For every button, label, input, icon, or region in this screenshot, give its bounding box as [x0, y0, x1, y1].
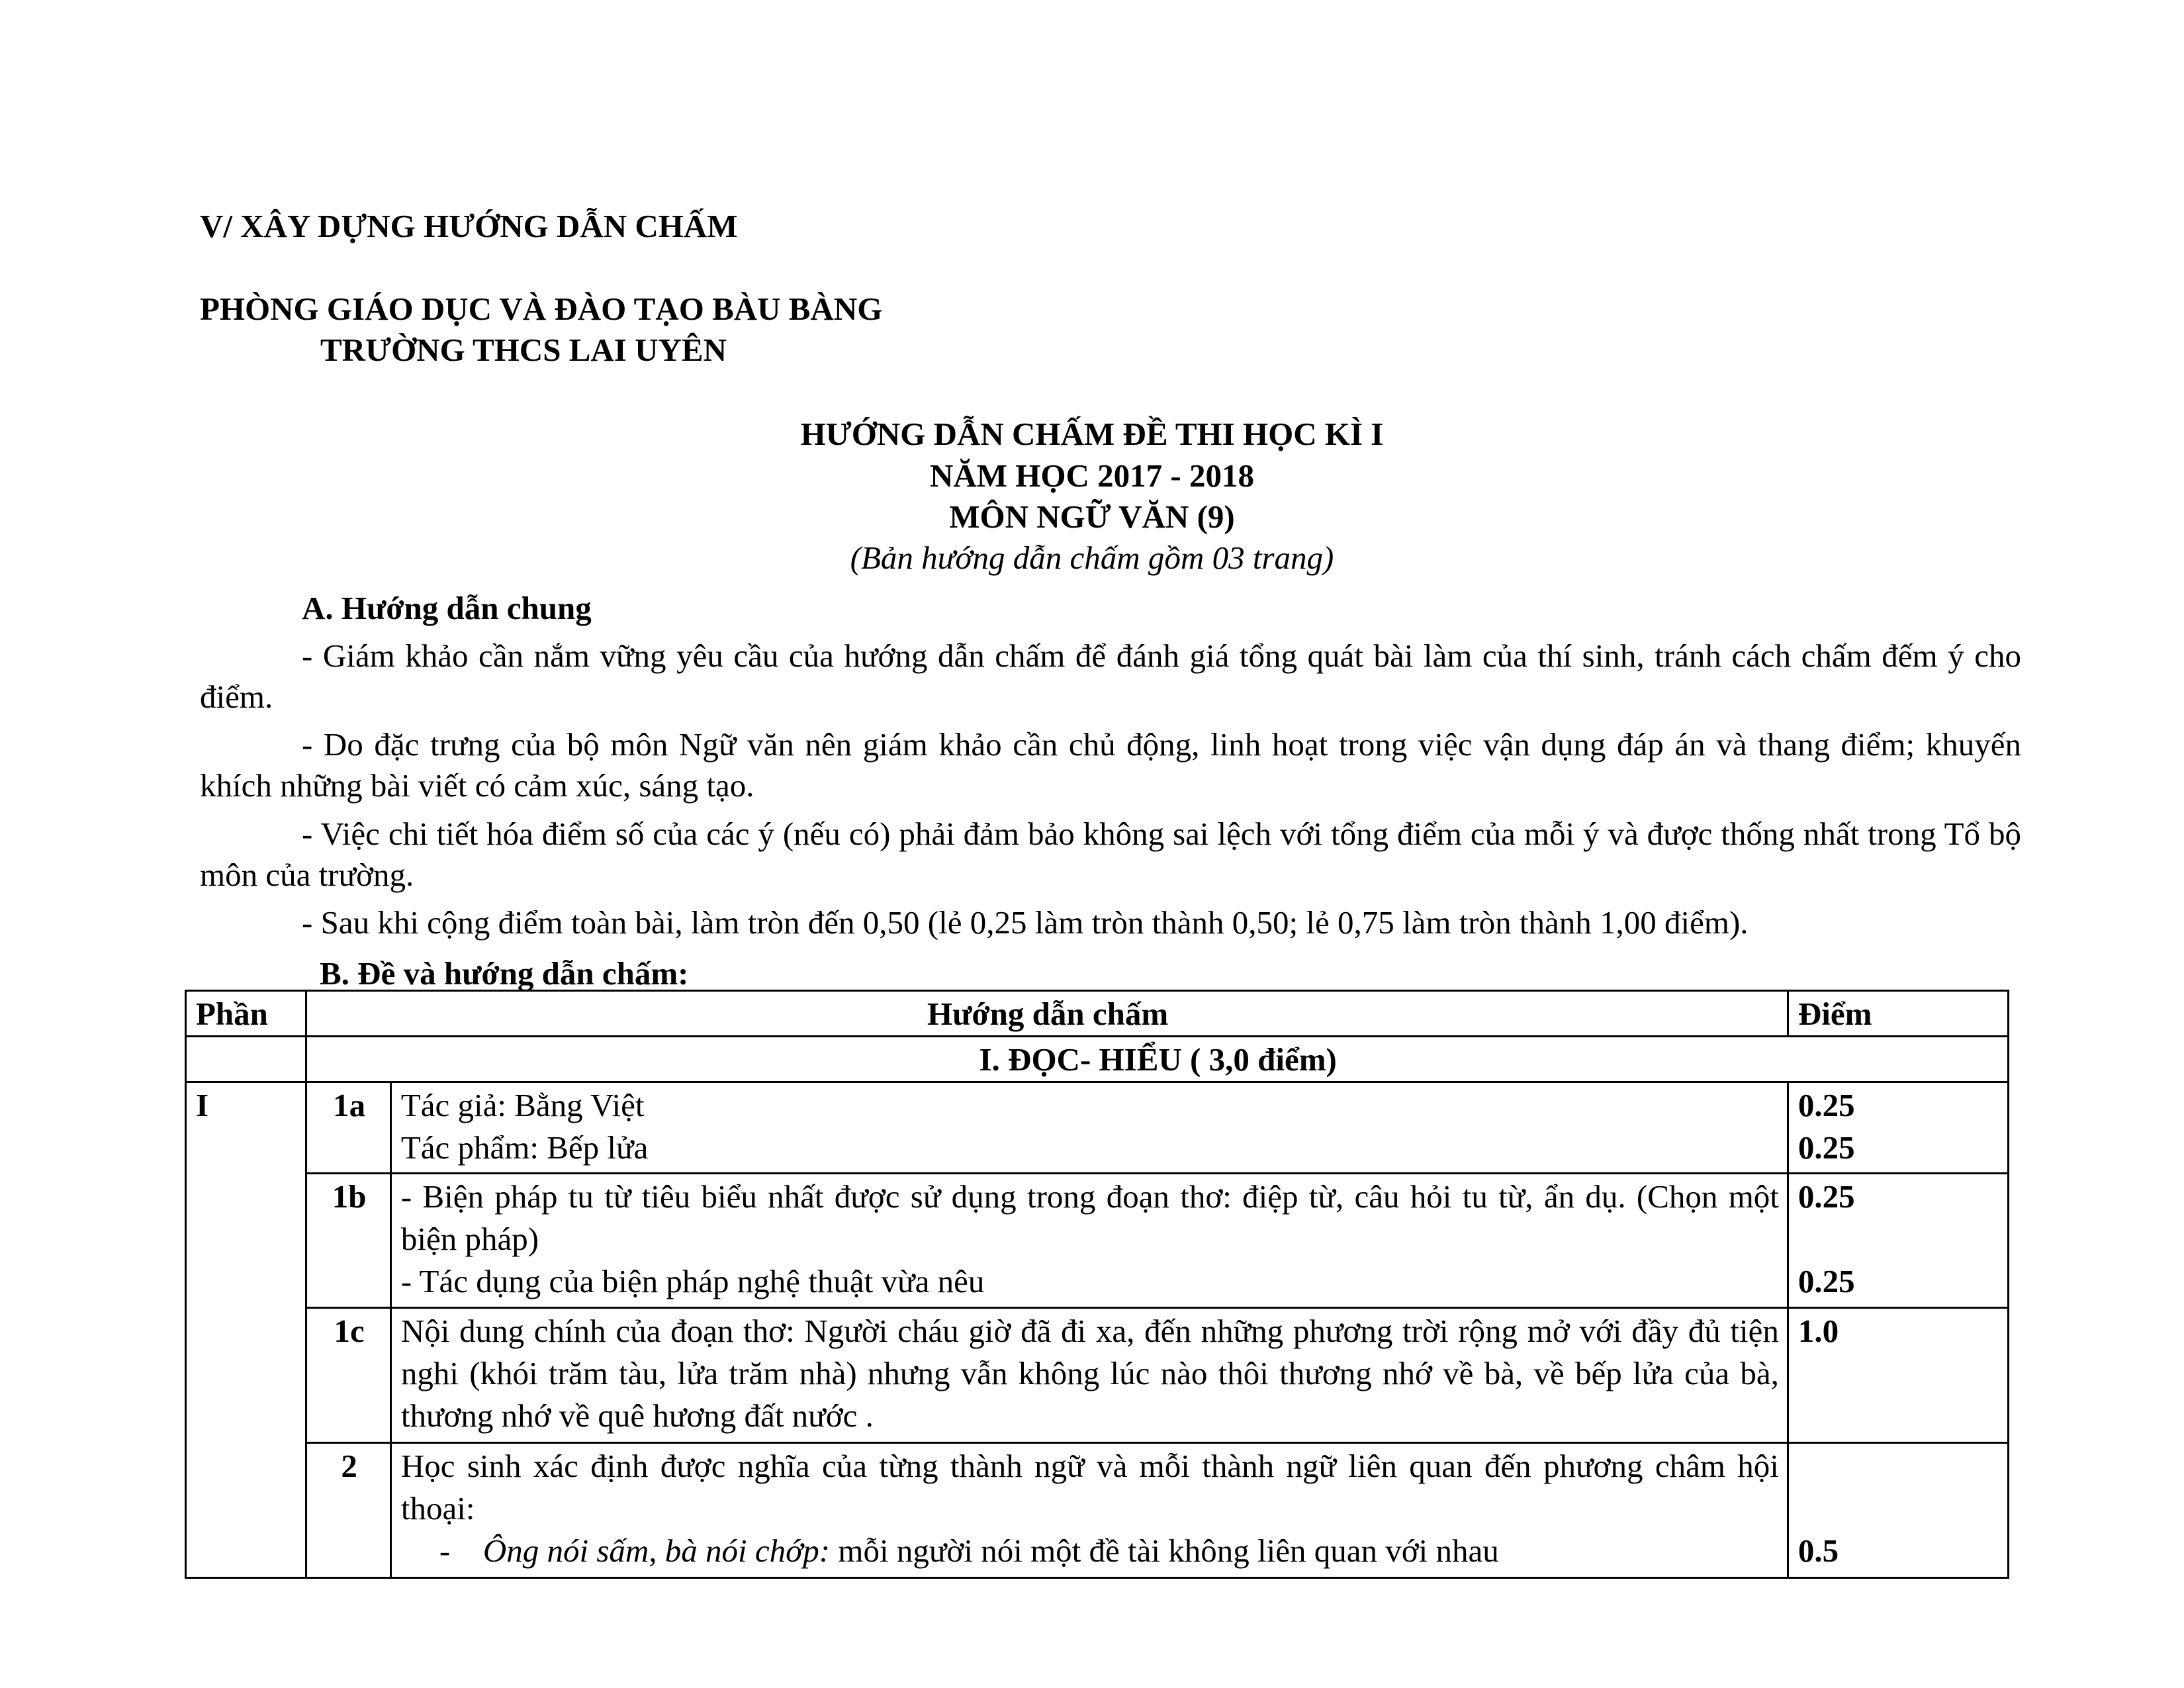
general-item-2: - Do đặc trưng của bộ môn Ngữ văn nên giám khảo cần chủ động, linh hoạt trong việc vận dụng đáp án và thang điểm; khuyến khích những bài viết có cảm xúc, sáng tạo. [200, 726, 2021, 804]
section-heading: V/ XÂY DỰNG HƯỚNG DẪN CHẤM [200, 208, 738, 244]
score-value: 0.25 [1797, 1178, 1855, 1215]
part-label: I [186, 1082, 306, 1578]
general-item-1: - Giám khảo cần nắm vững yêu cầu của hướng dẫn chấm để đánh giá tổng quát bài làm của thí sinh, tránh cách chấm đếm ý cho điểm. [200, 637, 2021, 715]
guide-cell: Nội dung chính của đoạn thơ: Người cháu giờ đã đi xa, đến những phương trời rộng mở với đầy đủ tiện nghi (khói trăm tàu, lửa trăm nhà) nhưng vẫn không lúc nào thôi thương nhớ về bà, về bếp lửa của bà, thương nhớ về quê hương đất nước . [390, 1308, 1788, 1443]
general-guide-heading: A. Hướng dẫn chung [302, 590, 592, 626]
title-line-1: HƯỚNG DẪN CHẤM ĐỀ THI HỌC KÌ I [800, 416, 1384, 452]
section-title-row [186, 1037, 2009, 1082]
guide-line: Học sinh xác định được nghĩa của từng thành ngữ và mỗi thành ngữ liên quan đến phương châm hội thoại: [400, 1448, 1779, 1527]
guide-line: - Tác dụng của biện pháp nghệ thuật vừa nêu [400, 1262, 985, 1299]
question-number: 1c [306, 1308, 391, 1443]
guide-line: Tác phẩm: Bếp lửa [400, 1129, 649, 1166]
score-cell: 0.5 [1788, 1443, 2008, 1578]
section-title-spacer [186, 1037, 306, 1082]
score-cell [1788, 1173, 2008, 1308]
header-score: Điểm [1788, 991, 2008, 1037]
idiom-text [439, 1530, 1779, 1572]
department-name: PHÒNG GIÁO DỤC VÀ ĐÀO TẠO BÀU BÀNG [200, 291, 883, 327]
header-part: Phần [186, 991, 306, 1037]
guide-line: Tác giả: Bằng Việt [400, 1087, 645, 1123]
dash-bullet: - [439, 1532, 451, 1570]
general-item-3: - Việc chi tiết hóa điểm số của các ý (nếu có) phải đảm bảo không sai lệch với tổng điểm của mỗi ý và được thống nhất trong Tổ bộ môn của trường. [200, 815, 2021, 893]
question-number: 1b [306, 1173, 391, 1308]
title-note: (Bản hướng dẫn chấm gồm 03 trang) [850, 539, 1334, 576]
table-row [186, 1082, 2009, 1174]
part-b-heading: B. Đề và hướng dẫn chấm: [320, 955, 689, 992]
table-row [186, 1443, 2009, 1578]
school-name: TRƯỜNG THCS LAI UYÊN [320, 332, 727, 368]
score-spacer [1798, 1218, 1999, 1260]
score-value: 0.25 [1797, 1262, 1855, 1299]
guide-cell [390, 1173, 1788, 1308]
header-guide: Hướng dẫn chấm [306, 991, 1788, 1037]
table-header-row [186, 991, 2009, 1037]
title-line-2: NĂM HỌC 2017 - 2018 [930, 457, 1254, 494]
score-cell: 1.0 [1788, 1308, 2008, 1443]
grading-table [185, 990, 2009, 1579]
guide-cell [390, 1082, 1788, 1174]
general-guide-body [200, 635, 2021, 943]
score-cell [1788, 1082, 2008, 1174]
score-value: 0.25 [1797, 1087, 1855, 1123]
score-value: 0.25 [1797, 1129, 1855, 1166]
idiom: Ông nói sấm, bà nói chớp: [482, 1532, 831, 1570]
general-item-4: - Sau khi cộng điểm toàn bài, làm tròn đến 0,50 (lẻ 0,25 làm tròn thành 0,50; lẻ 0,75 làm tròn thành 1,00 điểm). [302, 904, 1749, 941]
guide-cell [390, 1443, 1788, 1578]
idiom-item [401, 1530, 1779, 1572]
section-title: I. ĐỌC- HIỂU ( 3,0 điểm) [306, 1037, 2009, 1082]
question-number: 1a [306, 1082, 391, 1174]
table-row [186, 1173, 2009, 1308]
guide-line: - Biện pháp tu từ tiêu biểu nhất được sử dụng trong đoạn thơ: điệp từ, câu hỏi tu từ, ẩn dụ. (Chọn một biện pháp) [400, 1178, 1779, 1257]
title-line-3: MÔN NGỮ VĂN (9) [949, 498, 1235, 535]
idiom-meaning: mỗi người nói một đề tài không liên quan với nhau [830, 1532, 1499, 1570]
table-row [186, 1308, 2009, 1443]
question-number: 2 [306, 1443, 391, 1578]
